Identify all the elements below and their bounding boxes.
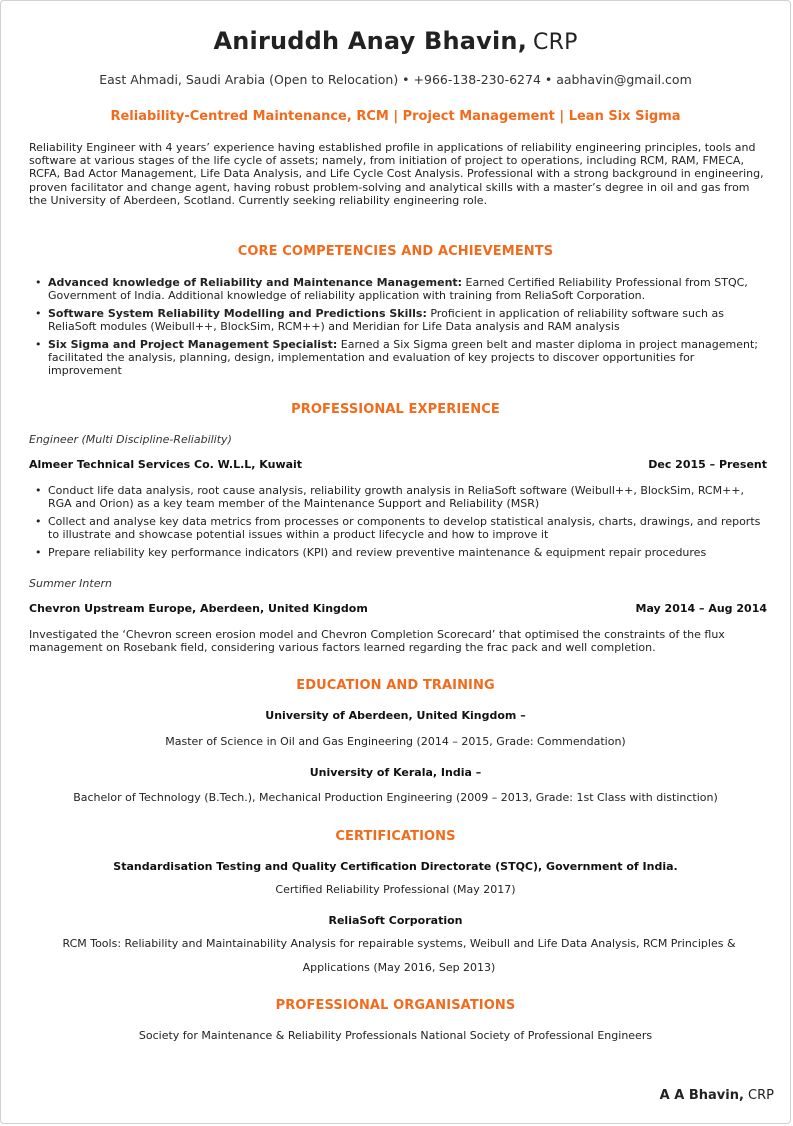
candidate-name [1,27,790,55]
contact-line: East Ahmadi, Saudi Arabia (Open to Relocation) • +966-138-230-6274 • aabhavin@gmail.com [99,72,692,87]
job-dates: Dec 2015 – Present [648,458,767,471]
bullet-icon: • [35,306,42,320]
job-role: Summer Intern [29,577,112,590]
bullet-icon: • [35,545,42,559]
job-company-row [29,458,767,471]
certification-detail: Certified Reliability Professional (May 2017) [275,883,516,896]
section-title-certifications: CERTIFICATIONS [335,829,456,844]
job-company-row [29,602,767,615]
footer-credential: CRP [748,1088,774,1103]
competency-text: Earned Certified Reliability Professional from STQC, Government of India. Additional knowledge of reliability application with training from ReliaSoft Corporation. [48,276,748,303]
competency-heading: Advanced knowledge of Reliability and Maintenance Management: [48,276,463,289]
headline: Reliability-Centred Maintenance, RCM | Project Management | Lean Six Sigma [110,109,681,124]
list-item [29,276,769,302]
education-detail: Master of Science in Oil and Gas Engineering (2014 – 2015, Grade: Commendation) [165,735,626,748]
bullet-icon: • [35,514,42,528]
competencies-list [29,276,769,382]
list-item [29,484,769,510]
competency-heading: Software System Reliability Modelling and Predictions Skills: [48,306,427,320]
education-institution: University of Kerala, India – [309,766,482,779]
list-item [29,307,769,333]
section-title-experience: PROFESSIONAL EXPERIENCE [291,402,500,417]
job-bullet-text: Prepare reliability key performance indicators (KPI) and review preventive maintenance & equipment repair procedures [48,545,707,559]
profile-summary: Reliability Engineer with 4 years’ experience having established profile in applications of reliability engineering principles, tools and software at various stages of the life cycle of assets; namely, from initiation of project to operations, including RCM, RAM, FMECA, RCFA, Bad Actor Management, Life Data Analysis, and Life Cycle Cost Analysis. Professional with a strong background in engineering, proven facilitator and change agent, having robust problem-solving and analytical skills with a master’s degree in oil and gas from the University of Aberdeen, Scotland. Currently seeking reliability engineering role. [29,141,764,207]
section-title-organisations: PROFESSIONAL ORGANISATIONS [275,998,516,1013]
job-company: Almeer Technical Services Co. W.L.L, Kuwait [29,458,303,471]
job-dates: May 2014 – Aug 2014 [635,602,767,615]
job-description: Investigated the ‘Chevron screen erosion model and Chevron Completion Scorecard’ that optimised the constraints of the flux management on Rosebank field, considering various factors learned regarding the frac pack and well completion. [29,628,725,655]
certification-issuer: ReliaSoft Corporation [328,914,463,927]
bullet-icon: • [35,484,42,497]
name-text: Aniruddh Anay Bhavin, [213,27,528,55]
list-item [29,515,769,541]
list-item [29,338,769,378]
list-item [29,546,769,559]
name-credential: CRP [533,30,578,55]
competency-text: Earned a Six Sigma green belt and master diploma in project management; facilitated the analysis, planning, design, implementation and evaluation of key projects to discover opportunities for improvement [48,337,758,378]
education-detail: Bachelor of Technology (B.Tech.), Mechanical Production Engineering (2009 – 2013, Grade: 1st Class with distinction) [73,791,718,804]
competency-text: Proficient in application of reliability software such as ReliaSoft modules (Weibull++, BlockSim, RCM++) and Meridian for Life Data analysis and RAM analysis [48,306,724,334]
job-role: Engineer (Multi Discipline-Reliability) [29,433,232,446]
section-title-competencies: CORE COMPETENCIES AND ACHIEVEMENTS [237,244,554,259]
section-title-education: EDUCATION AND TRAINING [296,678,495,693]
competency-heading: Six Sigma and Project Management Specialist: [48,337,338,351]
job-bullet-text: Conduct life data analysis, root cause analysis, reliability growth analysis in ReliaSoft software (Weibull++, BlockSim, RCM++, RGA and Orion) as a key team member of the Maintenance Support and Reliability (MSR) [48,484,745,511]
education-institution: University of Aberdeen, United Kingdom – [265,709,526,722]
bullet-icon: • [35,337,42,351]
job-company: Chevron Upstream Europe, Aberdeen, United Kingdom [29,602,368,615]
job-bullets [29,484,769,564]
footer-initials: A A Bhavin, [659,1088,744,1103]
job-bullet-text: Collect and analyse key data metrics from processes or components to develop statistical analysis, charts, drawings, and reports to illustrate and showcase potential issues within a product lifecycle and how to improve it [48,514,761,542]
bullet-icon: • [35,276,42,289]
certification-issuer: Standardisation Testing and Quality Certification Directorate (STQC), Government of India. [113,860,678,873]
footer-signature [660,1088,774,1103]
certification-detail: RCM Tools: Reliability and Maintainability Analysis for repairable systems, Weibull and Life Data Analysis, RCM Principles & Applications (May 2016, Sep 2013) [62,937,736,974]
organisations-text: Society for Maintenance & Reliability Professionals National Society of Professional Engineers [138,1029,653,1042]
